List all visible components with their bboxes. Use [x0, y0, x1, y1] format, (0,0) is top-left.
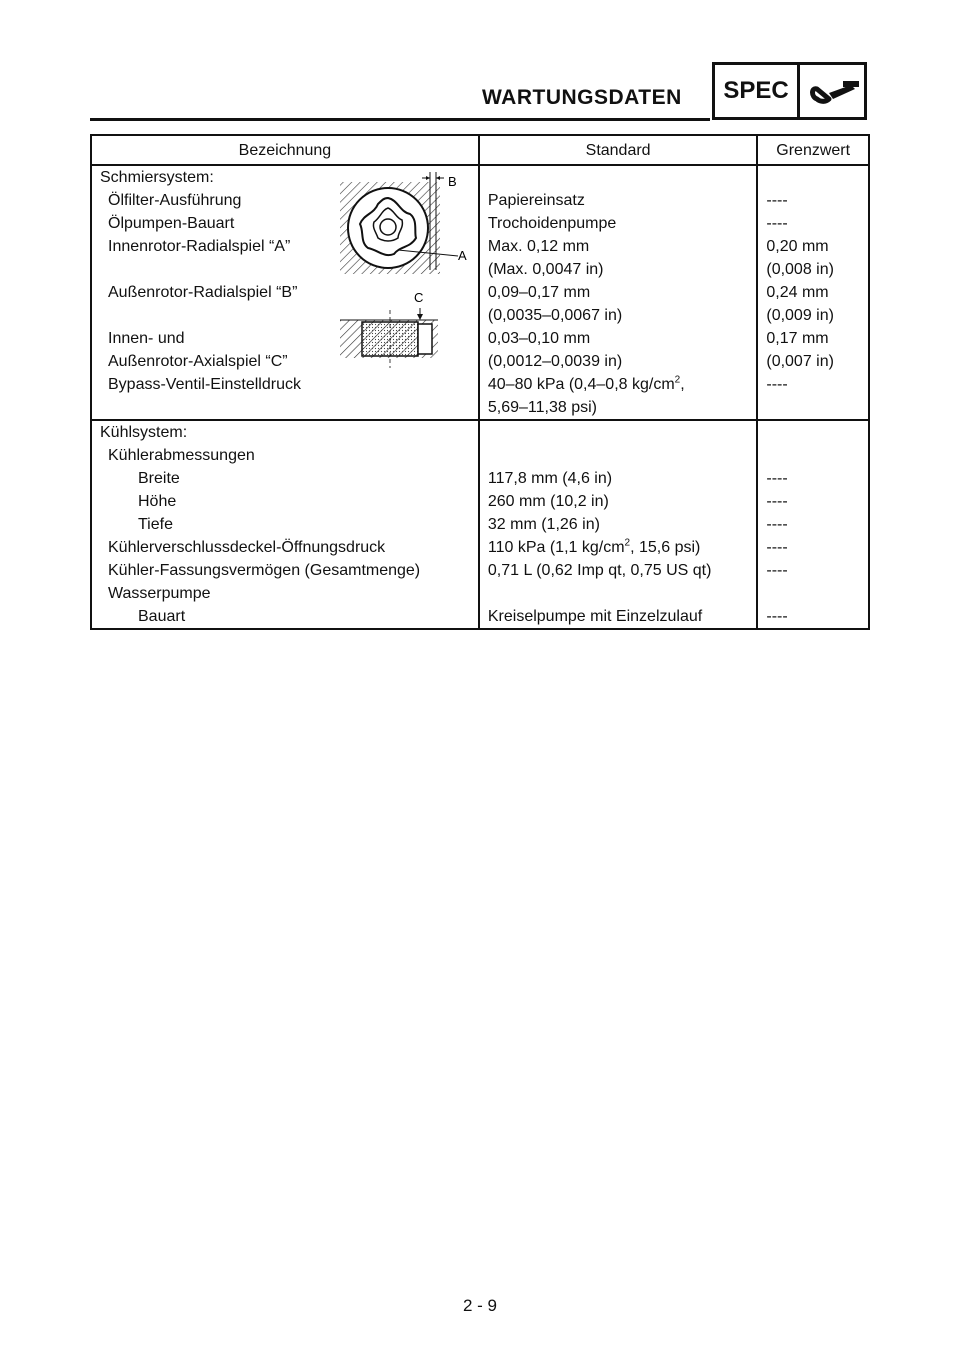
- diagram-label-a: A: [458, 248, 467, 263]
- table-row: Innen- und Außenrotor-Axialspiel “C” 0,03–0,10 mm (0,0012–0,0039 in) 0,17 mm (0,007 in): [91, 327, 869, 373]
- col-header: Grenzwert: [757, 135, 869, 165]
- table-row: Ölpumpen-Bauart Trochoidenpumpe ----: [91, 212, 869, 235]
- spec-table: [90, 134, 870, 630]
- table-row: Kühler-Fassungsvermögen (Gesamtmenge) 0,71 L (0,62 Imp qt, 0,75 US qt) ----: [91, 559, 869, 582]
- oil-pump-diagram: [338, 170, 480, 370]
- table-row: Bauart Kreiselpumpe mit Einzelzulauf ----: [91, 605, 869, 629]
- table-row: Höhe 260 mm (10,2 in) ----: [91, 490, 869, 513]
- table-row: Kühlerverschlussdeckel-Öffnungsdruck 110 kPa (1,1 $kg/cm^2$, 15,6 psi) ----: [91, 536, 869, 559]
- diagram-label-b: B: [448, 174, 457, 189]
- table-row: [91, 165, 869, 189]
- spec-label: SPEC: [715, 65, 800, 117]
- table-row: Ölfilter-Ausführung Papiereinsatz ----: [91, 189, 869, 212]
- section-heading: Kühlsystem:: [100, 424, 188, 441]
- page-title: WARTUNGSDATEN: [482, 86, 682, 109]
- table-row: Breite 117,8 mm (4,6 in) ----: [91, 467, 869, 490]
- section-heading: Schmiersystem:: [100, 169, 214, 186]
- col-header: Bezeichnung: [91, 135, 479, 165]
- table-row: Außenrotor-Radialspiel “B” 0,09–0,17 mm (0,0035–0,0067 in) 0,24 mm (0,009 in): [91, 281, 869, 327]
- wrench-icon: [807, 75, 862, 109]
- diagram-label-c: C: [414, 290, 424, 305]
- table-row: [91, 420, 869, 444]
- col-header: Standard: [479, 135, 757, 165]
- table-header: [91, 135, 869, 165]
- table-row: Kühlerabmessungen: [91, 444, 869, 467]
- table-row: Tiefe 32 mm (1,26 in) ----: [91, 513, 869, 536]
- table-row: Wasserpumpe: [91, 582, 869, 605]
- page-header: [90, 62, 870, 122]
- spec-badge: [712, 62, 867, 120]
- table-row: Bypass-Ventil-Einstelldruck 40–80 kPa (0,4–0,8 $kg/cm^2$, 5,69–11,38 psi) ----: [91, 373, 869, 420]
- page-number: 2 - 9: [462, 1296, 498, 1315]
- table-row: Innenrotor-Radialspiel “A” Max. 0,12 mm (Max. 0,0047 in) 0,20 mm (0,008 in): [91, 235, 869, 281]
- header-rule: [90, 118, 710, 121]
